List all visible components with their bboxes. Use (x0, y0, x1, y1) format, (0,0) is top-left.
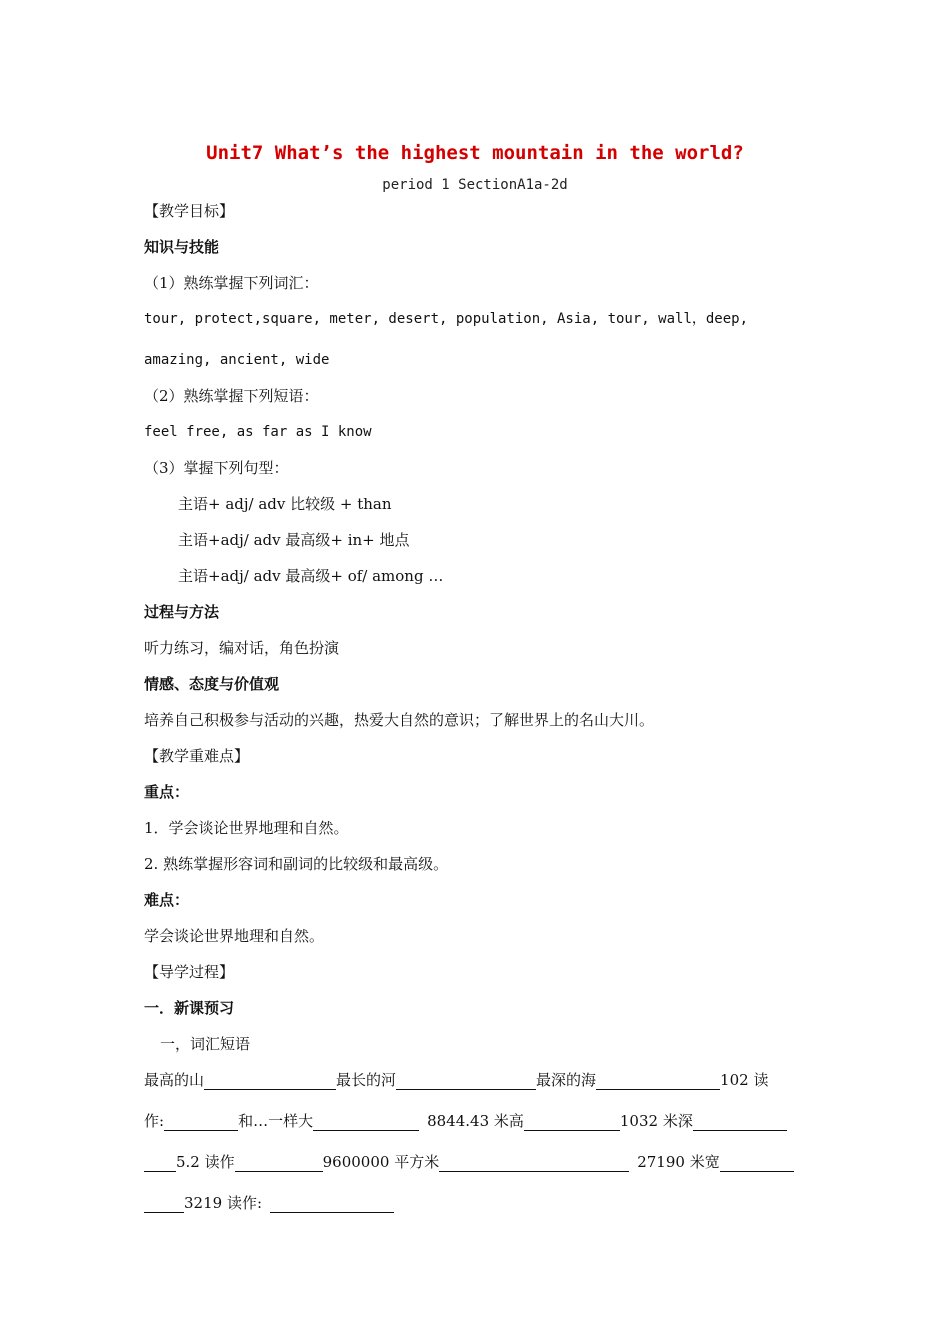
subsection-vocab-heading: 一，词汇短语 (160, 1035, 251, 1053)
answer-blank[interactable] (596, 1073, 720, 1090)
answer-blank[interactable] (164, 1114, 238, 1131)
fill-label-deepest-sea: 最深的海 (536, 1071, 597, 1089)
fill-label-area: 9600000 平方米 (322, 1153, 440, 1171)
answer-blank[interactable] (439, 1155, 629, 1172)
fill-line-2 (144, 1111, 787, 1131)
answer-blank[interactable] (144, 1196, 184, 1213)
vocab-line-1: tour, protect,square, meter, desert, population, Asia, tour, wall，deep, (144, 311, 749, 327)
item-3: （3）掌握下列句型： (144, 459, 289, 477)
answer-blank[interactable] (313, 1114, 419, 1131)
process-text: 听力练习，编对话，角色扮演 (144, 639, 340, 657)
focus-1: 1．学会谈论世界地理和自然。 (144, 819, 349, 837)
fill-label-5-2: 5.2 读作 (176, 1153, 235, 1171)
fill-label-highest-mountain: 最高的山 (144, 1071, 205, 1089)
document-title: Unit7 What’s the highest mountain in the world? (206, 142, 744, 164)
fill-line-4 (144, 1193, 394, 1213)
answer-blank[interactable] (693, 1114, 787, 1131)
pattern-2: 主语+adj/ adv 最高级+ in+ 地点 (178, 531, 410, 549)
objectives-header: 【教学目标】 (144, 202, 235, 220)
fill-label-3219: 3219 读作: (184, 1194, 262, 1212)
fill-line-1 (144, 1070, 768, 1090)
answer-blank[interactable] (235, 1155, 323, 1172)
answer-blank[interactable] (524, 1114, 620, 1131)
fill-line-3 (144, 1152, 794, 1172)
fill-label-102: 102 读 (720, 1071, 769, 1089)
phrases-line: feel free, as far as I know (144, 424, 372, 440)
fill-label-longest-river: 最长的河 (336, 1071, 397, 1089)
guide-header: 【导学过程】 (144, 963, 235, 981)
difficulty-text: 学会谈论世界地理和自然。 (144, 927, 325, 945)
knowledge-header: 知识与技能 (144, 238, 220, 256)
fill-label-depth: 1032 米深 (619, 1112, 693, 1130)
item-1: （1）熟练掌握下列词汇： (144, 274, 319, 292)
emotion-text: 培养自己积极参与活动的兴趣，热爱大自然的意识；了解世界上的名山大川。 (144, 711, 655, 729)
pattern-1: 主语+ adj/ adv 比较级 + than (178, 495, 392, 513)
vocab-line-2: amazing, ancient, wide (144, 352, 330, 368)
fill-label-height: 8844.43 米高 (427, 1112, 524, 1130)
fill-label-width: 27190 米宽 (637, 1153, 720, 1171)
focus-2: 2. 熟练掌握形容词和副词的比较级和最高级。 (144, 855, 449, 873)
answer-blank[interactable] (270, 1196, 394, 1213)
fill-label-read-as: 作: (144, 1112, 165, 1130)
answer-blank[interactable] (720, 1155, 794, 1172)
answer-blank[interactable] (396, 1073, 536, 1090)
fill-label-as-big-as: 和…一样大 (238, 1112, 314, 1130)
section-1-heading: 一．新课预习 (144, 999, 235, 1017)
key-header: 【教学重难点】 (144, 747, 250, 765)
answer-blank[interactable] (204, 1073, 336, 1090)
pattern-3: 主语+adj/ adv 最高级+ of/ among … (178, 567, 444, 585)
process-header: 过程与方法 (144, 603, 220, 621)
document-subtitle: period 1 SectionA1a-2d (382, 177, 568, 193)
item-2: （2）熟练掌握下列短语： (144, 387, 319, 405)
difficulty-label: 难点： (144, 891, 190, 909)
emotion-header: 情感、态度与价值观 (144, 675, 280, 693)
answer-blank[interactable] (144, 1155, 176, 1172)
focus-label: 重点： (144, 783, 190, 801)
